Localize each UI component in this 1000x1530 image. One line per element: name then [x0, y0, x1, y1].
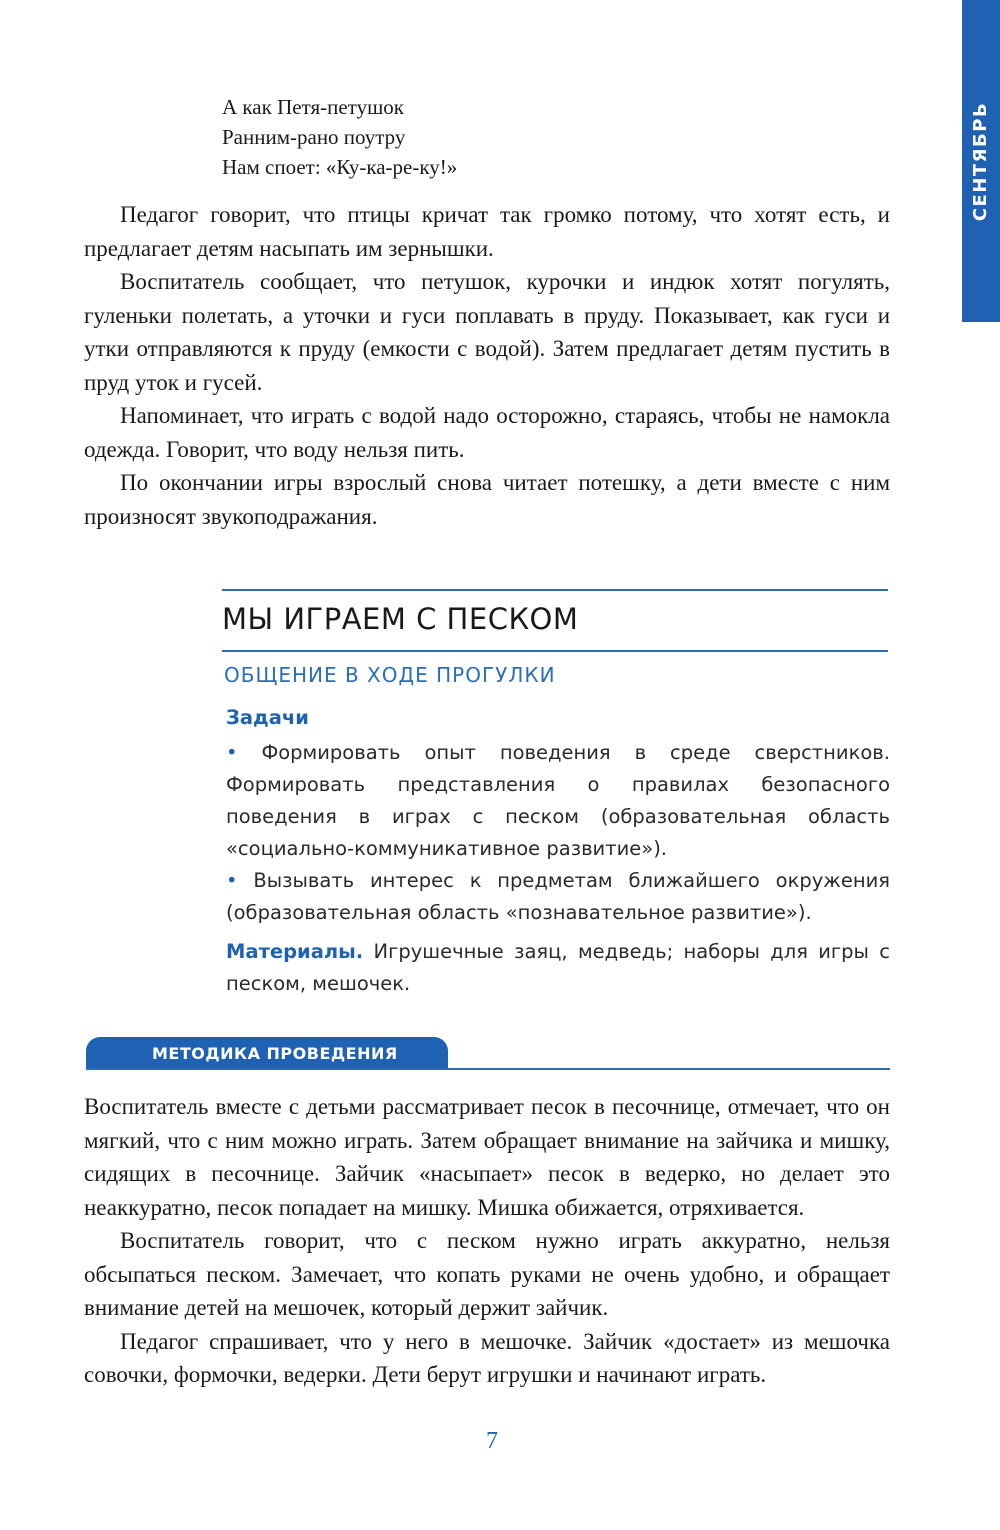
- task-text: Формировать опыт поведения в среде сверстников. Формировать представления о правилах безопасного поведения в играх с песком (образовательная область «социально-коммуникативное развитие»).: [226, 741, 890, 860]
- paragraph: Воспитатель сообщает, что петушок, курочки и индюк хотят погулять, гуленьки полетать, а уточки и гуси поплавать в пруду. Показывает, как гуси и утки отправляются к пруду (емкости с водой). Затем предлагает детям пустить в пруд уток и гусей.: [84, 269, 890, 395]
- intro-text: [84, 198, 890, 533]
- paragraph: Педагог спрашивает, что у него в мешочке. Зайчик «достает» из мешочка совочки, формочки, ведерки. Дети берут игрушки и начинают играть.: [84, 1328, 890, 1387]
- task-text: Вызывать интерес к предметам ближайшего окружения (образовательная область «познавательное развитие»).: [226, 869, 890, 924]
- month-label: СЕНТЯБРЬ: [970, 101, 992, 221]
- poem: [222, 92, 457, 182]
- method-banner: [86, 1037, 448, 1069]
- bullet-icon: •: [226, 869, 238, 892]
- section-subtitle: ОБЩЕНИЕ В ХОДЕ ПРОГУЛКИ: [224, 663, 556, 687]
- paragraph: По окончании игры взрослый снова читает потешку, а дети вместе с ним произносят звукоподражания.: [84, 470, 890, 529]
- paragraph: Педагог говорит, что птицы кричат так громко потому, что хотят есть, и предлагает детям насыпать им зернышки.: [84, 202, 890, 261]
- method-text: [84, 1090, 890, 1392]
- tasks-heading: Задачи: [226, 706, 309, 729]
- poem-line: Нам споет: «Ку-ка-ре-ку!»: [222, 155, 458, 179]
- bullet-icon: •: [226, 741, 238, 764]
- poem-line: Ранним-рано поутру: [222, 125, 406, 149]
- task-item: [226, 737, 890, 865]
- section-top-rule: [222, 589, 888, 591]
- page-number: 7: [486, 1428, 498, 1454]
- method-banner-label: МЕТОДИКА ПРОВЕДЕНИЯ: [152, 1043, 398, 1063]
- paragraph: Воспитатель вместе с детьми рассматривает песок в песочнице, отмечает, что он мягкий, что с ним можно играть. Затем обращает внимание на зайчика и мишку, сидящих в песочнице. Зайчик «насыпает» песок в ведерко, но делает это неаккуратно, песок попадает на мишку. Мишка обижается, отряхивается.: [84, 1094, 890, 1220]
- materials: [226, 936, 890, 1000]
- tasks-list: [226, 737, 890, 1000]
- poem-line: А как Петя-петушок: [222, 95, 404, 119]
- month-side-tab: [962, 0, 1000, 322]
- section-title-rule: [222, 650, 888, 652]
- paragraph: Напоминает, что играть с водой надо осторожно, стараясь, чтобы не намокла одежда. Говорит, что воду нельзя пить.: [84, 403, 890, 462]
- method-rule: [86, 1068, 890, 1070]
- materials-text: Игрушечные заяц, медведь; наборы для игры с песком, мешочек.: [226, 940, 890, 995]
- materials-label: Материалы.: [226, 940, 364, 963]
- section-title: МЫ ИГРАЕМ С ПЕСКОМ: [222, 602, 579, 636]
- task-item: [226, 865, 890, 929]
- paragraph: Воспитатель говорит, что с песком нужно играть аккуратно, нельзя обсыпаться песком. Замечает, что копать руками не очень удобно, и обращает внимание детей на мешочек, который держит зайчик.: [84, 1228, 890, 1320]
